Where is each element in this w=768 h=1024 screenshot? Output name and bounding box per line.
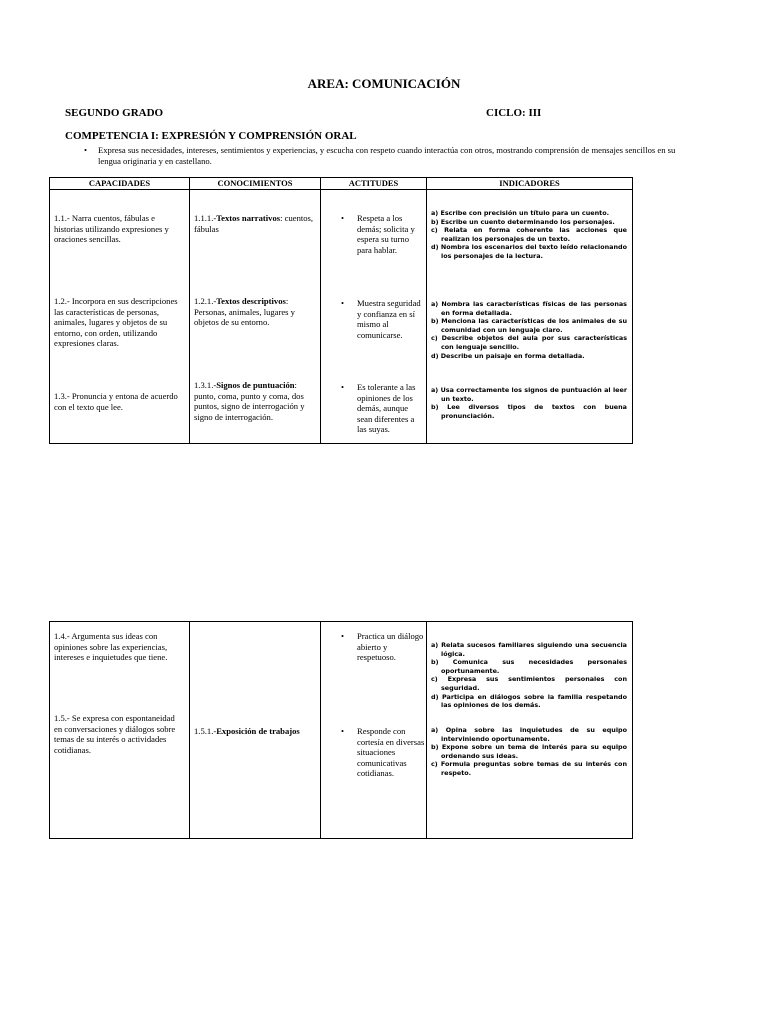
bullet-icon: • bbox=[341, 382, 345, 392]
knowledge-cell bbox=[190, 190, 321, 444]
attitude-cell bbox=[321, 622, 427, 839]
area-title: AREA: COMUNICACIÓN bbox=[307, 76, 461, 91]
knowledge-cell bbox=[190, 622, 321, 839]
indicators-1: a) Escribe con precisión un título para un cuento. b) Escribe un cuento determinando los personajes. c) Relata en forma coherente las acciones que realizan los personajes de un texto. d) Nombra los escenarios del texto leído relacionando los personajes de la lectura. bbox=[431, 209, 627, 260]
bullet-icon: • bbox=[341, 631, 345, 641]
attitude-3: • Es tolerante a las opiniones de los demás, aunque sean diferentes a las suyas. bbox=[341, 382, 416, 434]
indicators-cell bbox=[427, 190, 633, 444]
competence-description-text: Expresa sus necesidades, intereses, sentimientos y experiencias, y escucha con respeto cuando interactúa con otros, mostrando comprensión de mensajes sencillos en su lengua originaria y en castellano. bbox=[98, 145, 676, 166]
capacity-1-3: 1.3.- Pronuncia y entona de acuerdo con el texto que lee. bbox=[54, 391, 178, 412]
knowledge-1-3-1: 1.3.1.-Signos de puntuación: punto, coma, punto y coma, dos puntos, signo de interrogación y signo de interrogación. bbox=[194, 380, 305, 422]
capacity-1-5: 1.5.- Se expresa con espontaneidad en conversaciones y diálogos sobre temas de su interés o actividades cotidianas. bbox=[54, 713, 176, 755]
bullet-icon: • bbox=[341, 298, 345, 308]
header-actitudes: ACTITUDES bbox=[321, 178, 427, 190]
table-header-row bbox=[50, 178, 633, 190]
header-conocimientos: CONOCIMIENTOS bbox=[190, 178, 321, 190]
capacity-1-2: 1.2.- Incorpora en sus descripciones las características de personas, animales, lugares y objetos de su entorno, con orden, utilizando expresiones claras. bbox=[54, 296, 178, 348]
table-row bbox=[50, 622, 633, 839]
knowledge-1-1-1: 1.1.1.-Textos narrativos: cuentos, fábulas bbox=[194, 213, 314, 234]
header-capacidades: CAPACIDADES bbox=[50, 178, 190, 190]
capacity-cell bbox=[50, 190, 190, 444]
indicators-cell bbox=[427, 622, 633, 839]
grade-label: SEGUNDO GRADO bbox=[65, 107, 164, 119]
indicators-5: a) Opina sobre las inquietudes de su equipo interviniendo oportunamente. b) Expone sobre un tema de interés para su equipo ordenando sus ideas. c) Formula preguntas sobre temas de su interés con respeto. bbox=[431, 726, 627, 777]
attitude-5: • Responde con cortesía en diversas situaciones comunicativas cotidianas. bbox=[341, 726, 425, 778]
capacity-cell bbox=[50, 622, 190, 839]
attitude-2: • Muestra seguridad y confianza en sí mismo al comunicarse. bbox=[341, 298, 421, 340]
header-indicadores: INDICADORES bbox=[427, 178, 633, 190]
table-row bbox=[50, 190, 633, 444]
attitude-cell bbox=[321, 190, 427, 444]
knowledge-1-5-1: 1.5.1.-Exposición de trabajos bbox=[194, 726, 300, 736]
bullet-icon: • bbox=[341, 726, 345, 736]
bullet-icon: • bbox=[341, 213, 345, 223]
knowledge-1-2-1: 1.2.1.-Textos descriptivos: Personas, animales, lugares y objetos de su entorno. bbox=[194, 296, 295, 327]
indicators-3: a) Usa correctamente los signos de puntuación al leer un texto. b) Lee diversos tipos de textos con buena pronunciación. bbox=[431, 386, 627, 420]
capacity-1-4: 1.4.- Argumenta sus ideas con opiniones sobre las experiencias, intereses e inquietudes que tiene. bbox=[54, 631, 168, 662]
competence-table-part-2 bbox=[49, 621, 633, 839]
capacity-1-1: 1.1.- Narra cuentos, fábulas e historias utilizando expresiones y oraciones sencillas. bbox=[54, 213, 169, 244]
indicators-2: a) Nombra las características físicas de las personas en forma detallada. b) Menciona las características de los animales de su comunidad con un lenguaje claro. c) Describe objetos del aula por sus características con lenguaje sencillo. d) Describe un paisaje en forma detallada. bbox=[431, 300, 627, 360]
competence-description bbox=[84, 145, 688, 167]
competence-table-part-1 bbox=[49, 177, 633, 444]
cycle-label: CICLO: III bbox=[486, 107, 542, 119]
competence-title: COMPETENCIA I: EXPRESIÓN Y COMPRENSIÓN ORAL bbox=[65, 130, 357, 142]
bullet-icon: • bbox=[84, 145, 88, 155]
indicators-4: a) Relata sucesos familiares siguiendo una secuencia lógica. b) Comunica sus necesidades personales oportunamente. c) Expresa sus sentimientos personales con seguridad. d) Participa en diálogos sobre la familia respetando las opiniones de los demás. bbox=[431, 641, 627, 710]
attitude-1: • Respeta a los demás; solicita y espera su turno para hablar. bbox=[341, 213, 415, 255]
attitude-4: • Practica un diálogo abierto y respetuoso. bbox=[341, 631, 424, 662]
